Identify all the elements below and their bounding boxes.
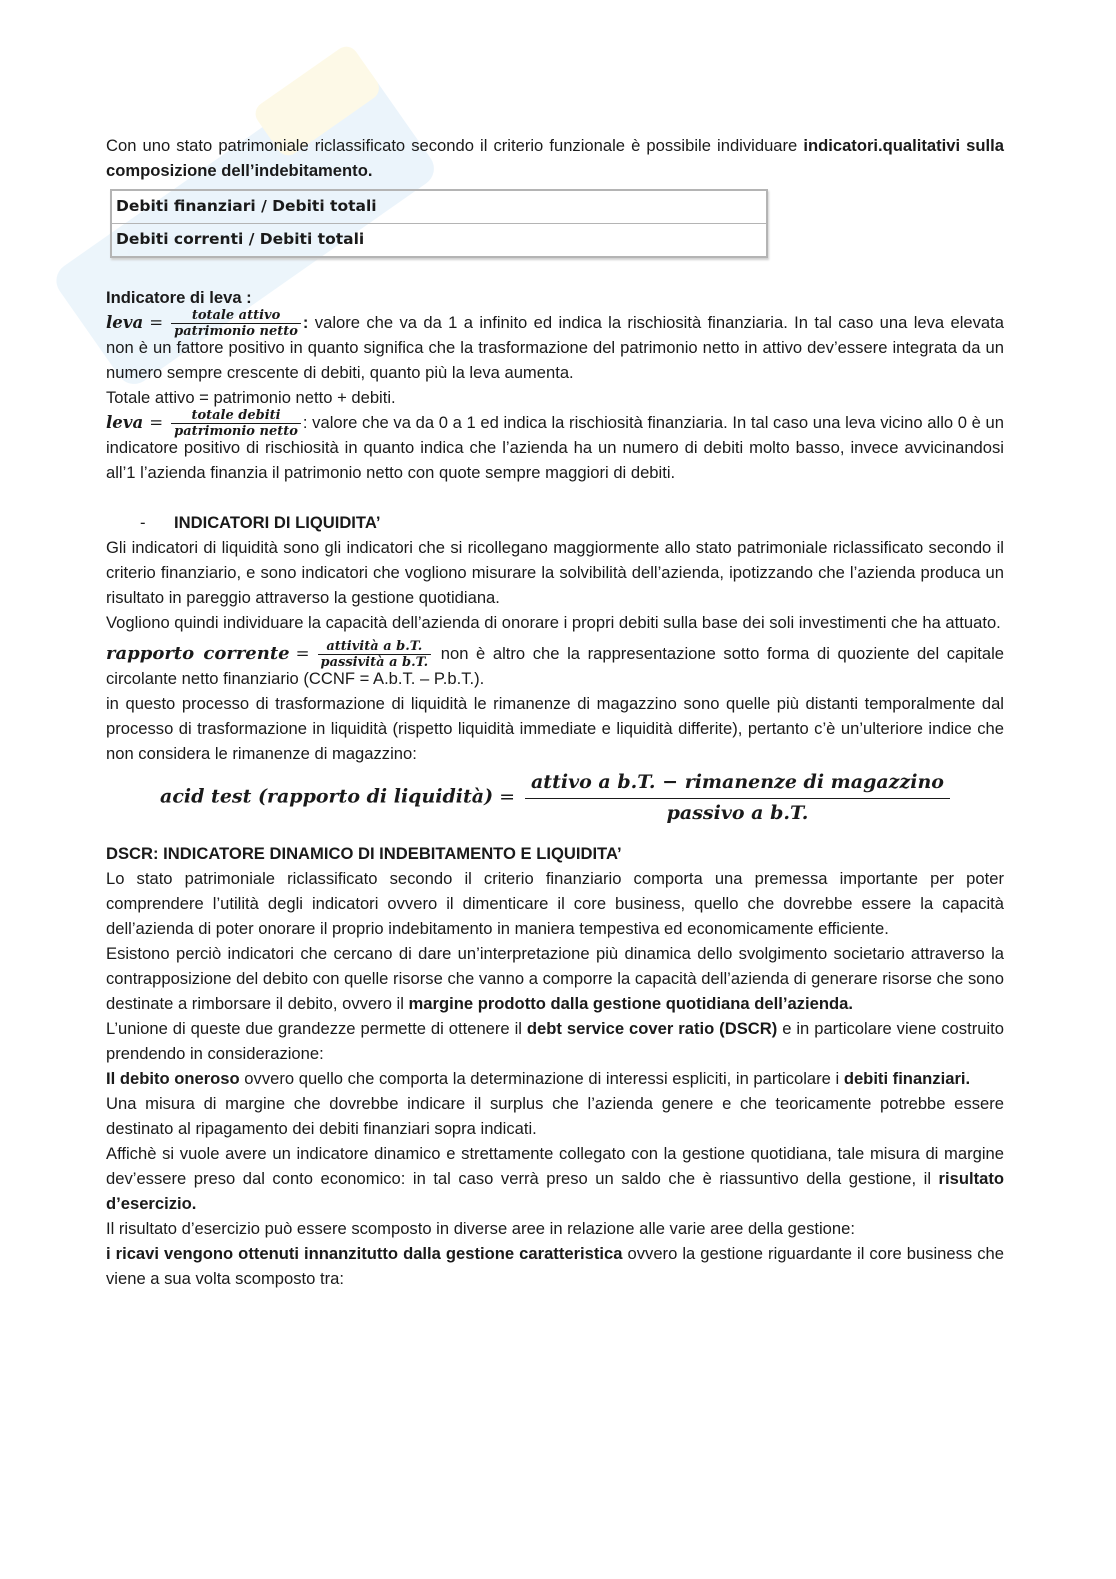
dscr-paragraph: L’unione di queste due grandezze permette di ottenere il debt service cover ratio (DSCR) e in particolare viene costruito prendendo in considerazione:: [106, 1019, 1004, 1063]
table-row: [111, 224, 767, 258]
leva-formula-1: leva = $\frac{\text{totale attivo}}{\text{patrimonio netto}}$ : valore che va da 1 a infinito ed indica la rischiosità finanziaria. In tal caso una leva elevata non è un fattore positivo in quanto significa che la trasformazione del patrimonio netto in attivo dev’essere integrata da un numero sempre crescente di debiti, quanto più la leva aumenta.: [106, 308, 1004, 382]
liquidita-heading: - INDICATORI DI LIQUIDITA’: [140, 513, 381, 532]
dscr-heading: DSCR: INDICATORE DINAMICO DI INDEBITAMENTO E LIQUIDITA’: [106, 844, 622, 863]
fraction: $\frac{\text{attività a b.T.}}{\text{passività a b.T.}}$: [318, 639, 432, 670]
fraction: $\frac{\text{totale debiti}}{\text{patrimonio netto}}$: [171, 408, 301, 439]
intro-paragraph: Con uno stato patrimoniale riclassificato secondo il criterio funzionale è possibile individuare indicatori.qualitativi sulla composizione dell’indebitamento.: [106, 136, 1004, 180]
acid-test-formula: acid test (rapporto di liquidità) = $\frac{\text{attivo a b.T. − rimanenze di magazzino}}{\text{passivo a b.T.}}$: [106, 768, 1004, 827]
dscr-paragraph: Il risultato d’esercizio può essere scomposto in diverse aree in relazione alle varie aree della gestione:: [106, 1219, 855, 1238]
dscr-paragraph: Affichè si vuole avere un indicatore dinamico e strettamente collegato con la gestione quotidiana, tale misura di margine dev’essere preso dal conto economico: in tal caso verrà preso un saldo che è riassuntivo della gestione, il risultato d’esercizio.: [106, 1144, 1004, 1213]
dscr-paragraph: Il debito oneroso ovvero quello che comporta la determinazione di interessi espliciti, in particolare i debiti finanziari.: [106, 1069, 971, 1088]
formula-lhs: acid test (rapporto di liquidità): [160, 785, 494, 808]
liquidita-paragraph: in questo processo di trasformazione di liquidità le rimanenze di magazzino sono quelle più distanti temporalmente dal processo di trasformazione in liquidità (rispetto liquidità immediate e liquidità differite), pertanto c’è un’ulteriore indice che non considera le rimanenze di magazzino:: [106, 694, 1004, 763]
table-cell: Debiti finanziari / Debiti totali: [111, 190, 767, 224]
dscr-paragraph: Lo stato patrimoniale riclassificato secondo il criterio finanziario comporta una premessa importante per poter comprendere l’utilità degli indicatori ovvero il dimenticare il core business, quello che dovrebbe essere la capacità dell’azienda di poter onorare il proprio indebitamento in maniera tempestiva ed economicamente efficiente.: [106, 869, 1004, 938]
dscr-paragraph: Esistono perciò indicatori che cercano di dare un’interpretazione più dinamica dello svolgimento societario attraverso la contrapposizione del debito con quelle risorse che vanno a comporre la capacità dell’azienda di generare risorse che sono destinate a rimborsare il debito, ovvero il margine prodotto dalla gestione quotidiana dell’azienda.: [106, 944, 1004, 1013]
formula-lhs: leva: [106, 412, 144, 432]
ratio-table: [110, 189, 768, 258]
liquidita-paragraph: Gli indicatori di liquidità sono gli indicatori che si ricollegano maggiormente allo stato patrimoniale riclassificato secondo il criterio finanziario, e sono indicatori che vogliono misurare la solvibilità dell’azienda, ipotizzando che l’azienda produca un risultato in pareggio attraverso la gestione quotidiana.: [106, 538, 1004, 607]
leva-formula-2: leva = $\frac{\text{totale debiti}}{\text{patrimonio netto}}$ : valore che va da 0 a 1 ed indica la rischiosità finanziaria. In tal caso una leva vicino allo 0 è un indicatore positivo di rischiosità in quanto indica che l’azienda ha un numero di debiti molto basso, invece avvicinandosi all’1 l’azienda finanzia il patrimonio netto con quote sempre maggiori di debiti.: [106, 408, 1004, 482]
rapporto-corrente-formula: rapporto corrente = $\frac{\text{attività a b.T.}}{\text{passività a b.T.}}$ non è altro che la rappresentazione sotto forma di quoziente del capitale circolante netto finanziario (CCNF = A.b.T. – P.b.T.).: [106, 639, 1004, 688]
formula-lhs: leva: [106, 312, 144, 332]
table-cell: Debiti correnti / Debiti totali: [111, 224, 767, 258]
leva-identity: Totale attivo = patrimonio netto + debiti.: [106, 388, 396, 407]
formula-lhs: rapporto corrente: [106, 643, 290, 664]
document-page: [106, 133, 1004, 1291]
fraction: $\frac{\text{attivo a b.T. − rimanenze di magazzino}}{\text{passivo a b.T.}}$: [525, 768, 950, 827]
dscr-paragraph: Una misura di margine che dovrebbe indicare il surplus che l’azienda genere e che teoricamente potrebbe essere destinato al ripagamento dei debiti finanziari sopra indicati.: [106, 1094, 1004, 1138]
liquidita-paragraph: Vogliono quindi individuare la capacità dell’azienda di onorare i propri debiti sulla base dei soli investimenti che ha attuato.: [106, 613, 1001, 632]
leva-heading: Indicatore di leva :: [106, 288, 252, 307]
fraction: $\frac{\text{totale attivo}}{\text{patrimonio netto}}$: [171, 308, 301, 339]
table-row: [111, 190, 767, 224]
dscr-paragraph: i ricavi vengono ottenuti innanzitutto dalla gestione caratteristica ovvero la gestione riguardante il core business che viene a sua volta scomposto tra:: [106, 1244, 1004, 1288]
